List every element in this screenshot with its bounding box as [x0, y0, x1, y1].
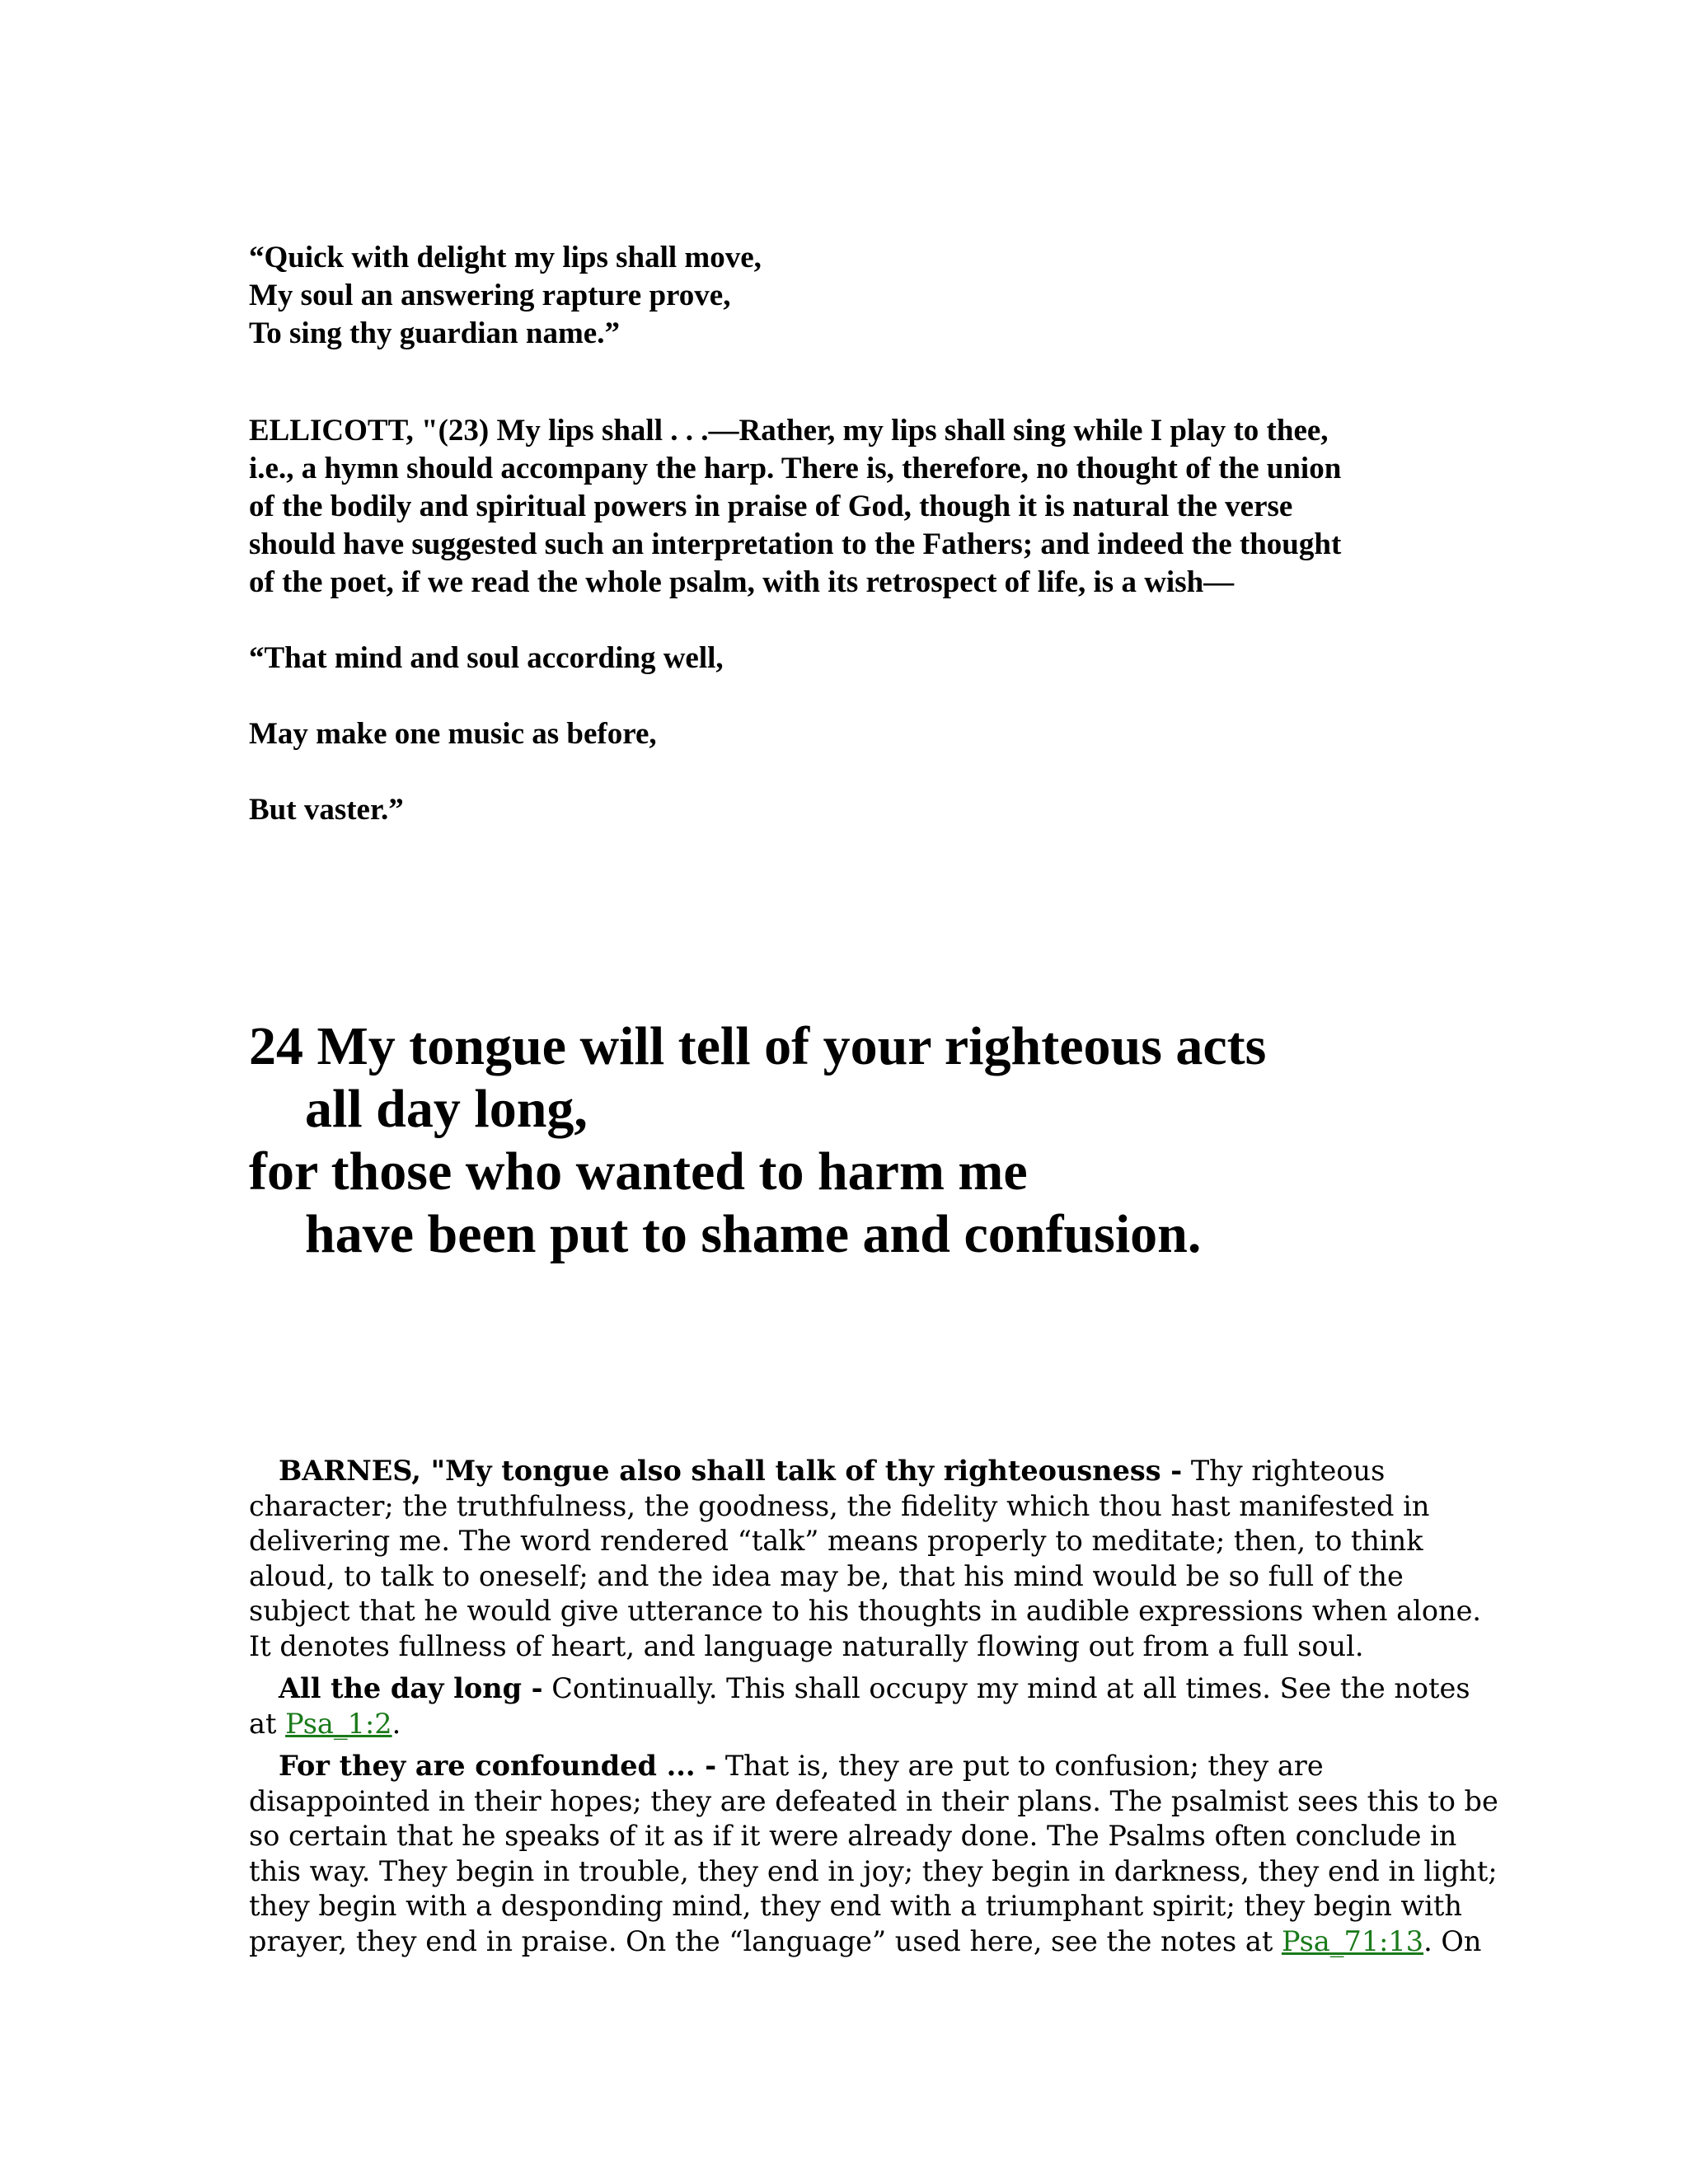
ellicott-line: of the bodily and spiritual powers in praise of God, though it is natural the verse	[249, 490, 1293, 523]
barnes-line: they begin with a desponding mind, they end with a triumphant spirit; they begin with	[249, 1890, 1462, 1922]
barnes-text: That is, they are put to confusion; they are	[716, 1750, 1324, 1782]
verse-line: all day long,	[305, 1079, 588, 1139]
ellicott-line: should have suggested such an interpretation to the Fathers; and indeed the thought	[249, 527, 1342, 561]
ellicott-line: i.e., a hymn should accompany the harp. There is, therefore, no thought of the union	[249, 452, 1342, 485]
ellicott-line: of the poet, if we read the whole psalm, with its retrospect of life, is a wish—	[249, 565, 1235, 599]
barnes-heading: BARNES, "My tongue also shall talk of thy righteousness -	[279, 1455, 1183, 1487]
barnes-line: this way. They begin in trouble, they end in joy; they begin in darkness, they end in light;	[249, 1854, 1498, 1887]
barnes-line: aloud, to talk to oneself; and the idea may be, that his mind would be so full of the	[249, 1559, 1404, 1592]
barnes-line: so certain that he speaks of it as if it were already done. The Psalms often conclude in	[249, 1820, 1457, 1852]
barnes-line: character; the truthfulness, the goodness, the fidelity which thou hast manifested in	[249, 1489, 1430, 1522]
poem-line: To sing thy guardian name.”	[249, 316, 620, 350]
ellicott-line: ELLICOTT, "(23) My lips shall . . .—Rather, my lips shall sing while I play to thee,	[249, 414, 1329, 448]
verse-line: 24 My tongue will tell of your righteous acts	[249, 1016, 1267, 1076]
barnes-heading: For they are confounded ... -	[279, 1750, 717, 1782]
stanza-line: “That mind and soul according well,	[249, 641, 724, 675]
barnes-line: It denotes fullness of heart, and language naturally flowing out from a full soul.	[249, 1629, 1364, 1662]
stanza-line: May make one music as before,	[249, 717, 657, 751]
scripture-link[interactable]: Psa_71:13	[1281, 1924, 1424, 1957]
poem-line: “Quick with delight my lips shall move,	[249, 241, 762, 274]
barnes-text: Thy righteous	[1182, 1455, 1386, 1487]
barnes-line: subject that he would give utterance to his thoughts in audible expressions when alone.	[249, 1595, 1482, 1627]
poem-line: My soul an answering rapture prove,	[249, 279, 731, 312]
barnes-heading: All the day long -	[279, 1672, 543, 1704]
barnes-line: delivering me. The word rendered “talk” means properly to meditate; then, to think	[249, 1525, 1423, 1557]
ellicott-commentary	[249, 412, 1452, 602]
barnes-paragraph: All the day long - Continually. This shall occupy my mind at all times. See the notes at Psa_1:2.	[249, 1672, 1470, 1740]
verse-line: have been put to shame and confusion.	[305, 1204, 1202, 1264]
barnes-text: Continually. This shall occupy my mind at all times. See the notes	[542, 1672, 1470, 1704]
scripture-link[interactable]: Psa_1:2	[285, 1707, 392, 1740]
barnes-line: disappointed in their hopes; they are defeated in their plans. The psalmist sees this to be	[249, 1784, 1498, 1817]
barnes-commentary	[249, 1454, 1498, 1966]
verse-24	[249, 1015, 1266, 1266]
barnes-paragraph	[249, 1454, 1482, 1664]
poem-quote-top	[249, 239, 762, 353]
barnes-paragraph: For they are confounded ... - That is, they are put to confusion; they are disappointed in their hopes; they are defeated in their plans. The psalmist sees this to be so certain that he speaks of it as if it were already done. The Psalms often conclude in this way. They begin in trouble, they end in joy; they begin in darkness, they end in light; they begin with a desponding mind, they end with a triumphant spirit; they begin with prayer, they end in praise. On the “language” used here, see the notes at Psa_71:13. On	[249, 1750, 1498, 1957]
stanza-line: But vaster.”	[249, 793, 404, 827]
verse-line: for those who wanted to harm me	[249, 1141, 1028, 1202]
